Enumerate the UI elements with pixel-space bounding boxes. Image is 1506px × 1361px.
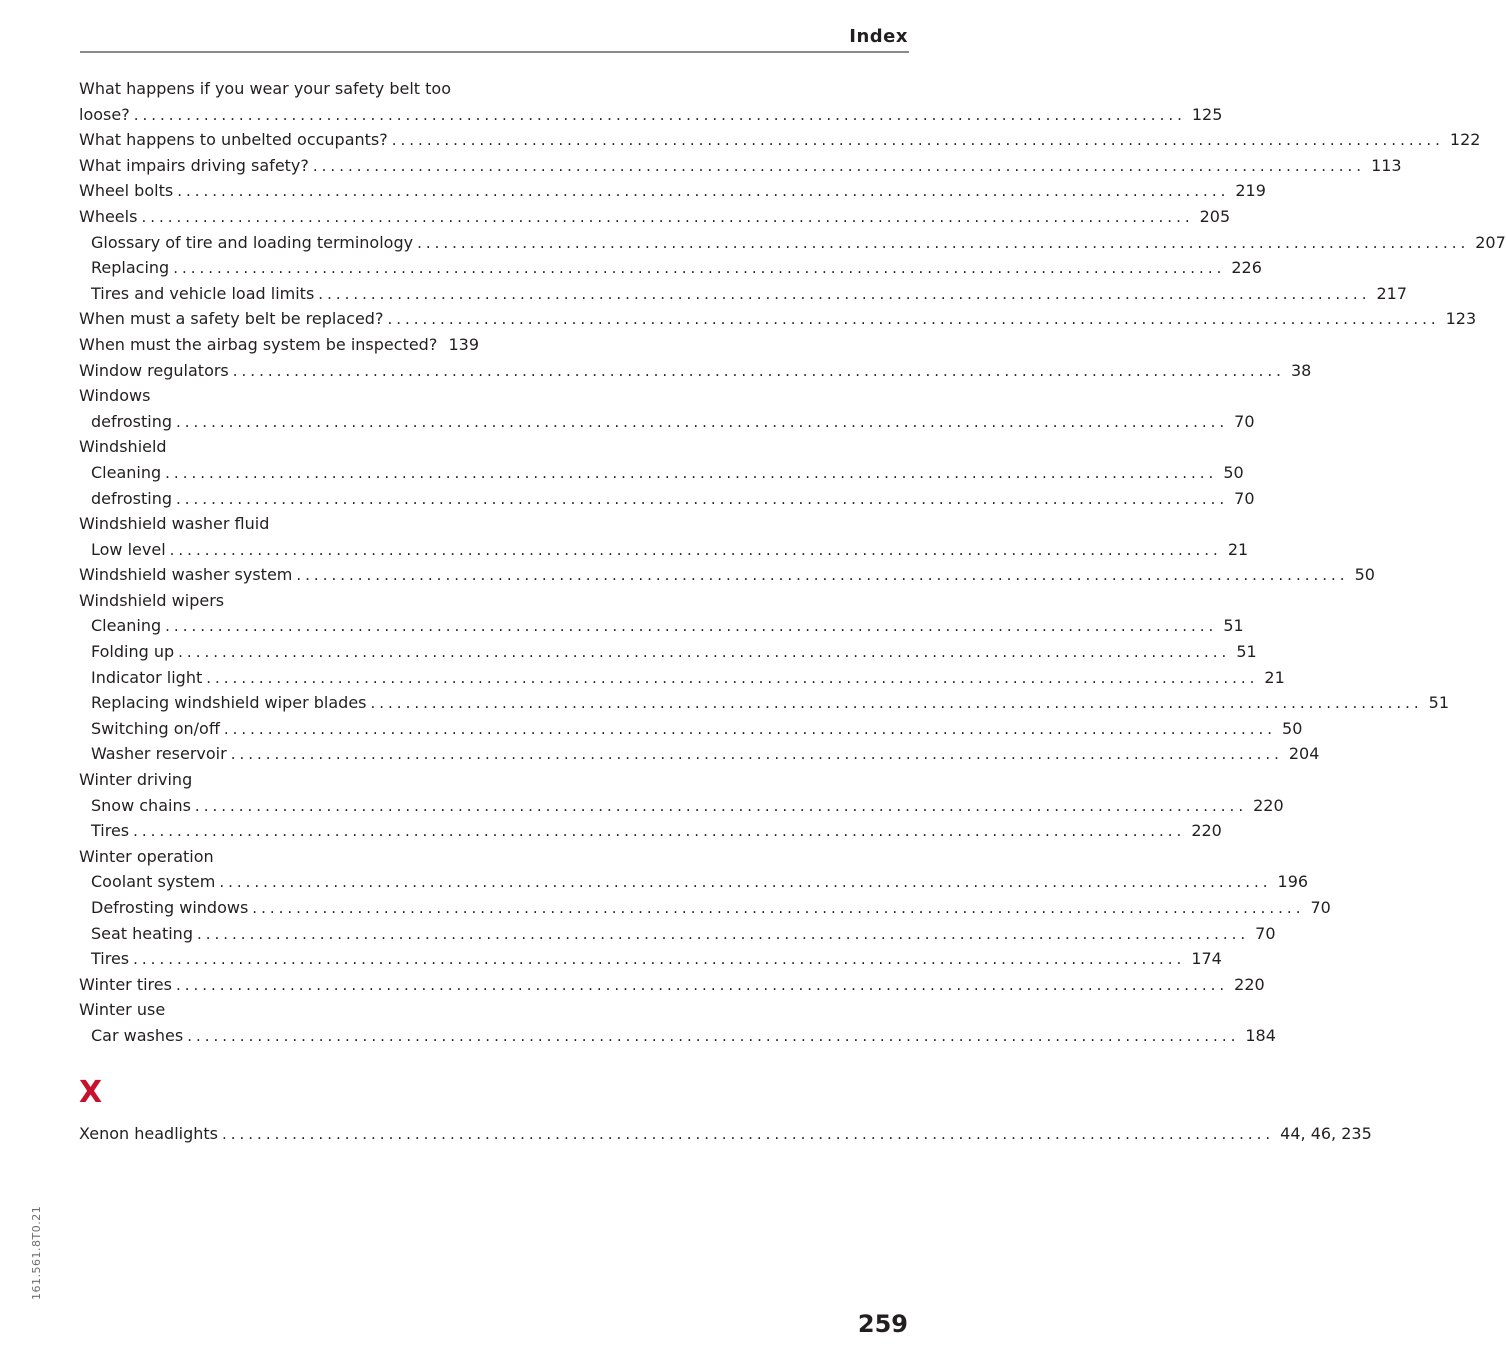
entry-label: Cleaning	[91, 462, 162, 482]
dot-leader: ........................................................................................................................	[165, 617, 1218, 636]
entry-label: Windshield wipers	[79, 590, 225, 610]
entry-label: Tires and vehicle load limits	[91, 283, 315, 303]
entry-page: 219	[1235, 181, 1266, 201]
entry-page: 220	[1191, 821, 1222, 841]
entry-label: Snow chains	[91, 795, 191, 815]
dot-leader: ........................................................................................................................	[312, 156, 1366, 175]
entry-page: 70	[1255, 923, 1276, 943]
entry-label: defrosting	[91, 488, 172, 508]
entry-label: Low level	[91, 539, 166, 559]
dot-leader: ........................................................................................................................	[206, 668, 1259, 687]
entry-page: 38	[1290, 360, 1312, 380]
entry-page: 204	[1288, 744, 1320, 764]
dot-leader: ........................................................................................................................	[232, 361, 1285, 380]
dot-leader: ........................................................................................................................	[196, 924, 1250, 943]
entry-page: 50	[1282, 718, 1303, 738]
index-entry	[79, 76, 479, 102]
entry-label: Cleaning	[91, 616, 162, 636]
dot-leader: ........................................................................................................................	[194, 796, 1248, 815]
index-subentry	[79, 793, 1284, 819]
index-entry	[79, 306, 1477, 332]
dot-leader: ........................................................................................................................	[177, 182, 1230, 201]
index-subentry	[79, 895, 1331, 921]
entry-page: 21	[1227, 539, 1249, 559]
entry-label: Wheel bolts	[79, 181, 174, 201]
entry-page: 50	[1223, 462, 1244, 482]
entry-page: 113	[1371, 155, 1402, 175]
dot-leader: ........................................................................................................................	[387, 310, 1440, 329]
dot-leader	[441, 333, 442, 359]
index-subentry	[79, 741, 1320, 767]
index-entry	[79, 767, 479, 793]
page-number: 259	[857, 1310, 908, 1338]
entry-label: Windshield washer fluid	[79, 514, 270, 534]
dot-leader: ........................................................................................................................	[370, 694, 1423, 713]
entry-page: 196	[1277, 872, 1309, 892]
entry-page: 51	[1223, 616, 1244, 636]
dot-leader: ........................................................................................................................	[223, 719, 1277, 738]
entry-label: Coolant system	[91, 872, 216, 892]
entry-page: 205	[1199, 206, 1231, 226]
dot-leader: ........................................................................................................................	[219, 873, 1272, 892]
entry-label: Washer reservoir	[91, 744, 227, 764]
dot-leader: ........................................................................................................................	[141, 207, 1194, 226]
index-column	[79, 76, 1506, 1146]
index-subentry	[79, 613, 1244, 639]
entry-page: 207	[1475, 232, 1506, 252]
entry-page: 70	[1310, 898, 1331, 917]
dot-leader: ........................................................................................................................	[296, 566, 1349, 585]
entry-page: 123	[1445, 309, 1477, 329]
index-subentry	[79, 869, 1309, 895]
dot-leader: ........................................................................................................................	[133, 822, 1186, 841]
entry-label: Windows	[79, 386, 151, 406]
letter-heading: X	[79, 1074, 103, 1110]
index-entry	[79, 562, 1375, 588]
index-entry	[79, 844, 479, 870]
index-subentry	[79, 409, 1255, 435]
entry-label: defrosting	[91, 411, 172, 431]
entry-label: Window regulators	[79, 360, 229, 380]
dot-leader: ........................................................................................................................	[176, 412, 1229, 431]
entry-label: Replacing	[91, 258, 170, 278]
index-entry	[79, 972, 1265, 998]
entry-page: 174	[1191, 949, 1222, 969]
entry-label: Xenon headlights	[79, 1123, 218, 1143]
index-entry	[79, 204, 1231, 230]
entry-label: Windshield washer system	[79, 565, 293, 585]
entry-page: 51	[1236, 642, 1257, 662]
dot-leader: ........................................................................................................................	[173, 259, 1226, 278]
entry-page: 125	[1191, 104, 1223, 124]
entry-label: Tires	[91, 949, 130, 969]
entry-page: 122	[1449, 130, 1481, 150]
entry-label: Replacing windshield wiper blades	[91, 693, 367, 713]
entry-page: 21	[1264, 667, 1285, 687]
dot-leader: ........................................................................................................................	[133, 950, 1186, 969]
entry-label: Windshield	[79, 437, 167, 457]
entry-label: loose?	[79, 104, 130, 124]
index-entry	[79, 332, 479, 358]
entry-page: 70	[1234, 488, 1255, 508]
dot-leader: ........................................................................................................................	[165, 463, 1218, 482]
entry-label: What happens if you wear your safety belt too	[79, 79, 451, 98]
index-subentry	[79, 946, 1222, 972]
section-header: Index	[849, 26, 908, 47]
entry-label: Folding up	[91, 642, 175, 662]
entry-page: 226	[1231, 258, 1262, 278]
entry-page: 50	[1354, 565, 1375, 585]
entry-label: What happens to unbelted occupants?	[79, 130, 388, 150]
index-subentry	[79, 1023, 1276, 1049]
index-subentry	[79, 486, 1255, 512]
index-subentry	[79, 665, 1285, 691]
entry-label: Winter use	[79, 1000, 166, 1020]
dot-leader: ........................................................................................................................	[252, 899, 1305, 917]
index-entry	[79, 1121, 1372, 1147]
entry-page: 139	[448, 334, 479, 354]
letter-section-x	[79, 1071, 1372, 1147]
index-entry	[79, 588, 479, 614]
dot-leader: ........................................................................................................................	[175, 975, 1229, 994]
entry-label: Switching on/off	[91, 718, 220, 738]
entry-page: 217	[1376, 283, 1408, 303]
dot-leader: ........................................................................................................................	[318, 284, 1371, 303]
entry-label: Tires	[91, 821, 130, 841]
index-subentry	[79, 230, 1506, 256]
dot-leader: ........................................................................................................................	[391, 131, 1444, 150]
entry-label: Winter tires	[79, 974, 172, 994]
entry-label: Winter driving	[79, 770, 193, 790]
entry-label: Defrosting windows	[91, 898, 249, 917]
document-code: 161.561.8T0.21	[30, 1205, 43, 1300]
entry-page: 44, 46, 235	[1280, 1123, 1372, 1143]
dot-leader: ........................................................................................................................	[133, 105, 1186, 124]
index-subentry	[79, 690, 1450, 716]
index-subentry	[79, 281, 1408, 307]
entry-page: 220	[1253, 795, 1284, 815]
index-entry	[79, 997, 479, 1023]
entry-label: Car washes	[91, 1025, 184, 1045]
index-subentry	[79, 716, 1303, 742]
dot-leader: ........................................................................................................................	[221, 1124, 1275, 1143]
entry-page: 220	[1234, 974, 1265, 994]
dot-leader: ........................................................................................................................	[187, 1026, 1240, 1045]
dot-leader: ........................................................................................................................	[169, 540, 1222, 559]
index-entry	[79, 153, 1402, 179]
dot-leader: ........................................................................................................................	[417, 233, 1470, 252]
index-subentry	[79, 537, 1249, 563]
entry-page: 51	[1428, 693, 1450, 713]
index-subentry	[79, 639, 1257, 665]
entry-page: 184	[1245, 1025, 1276, 1045]
index-subentry	[79, 460, 1244, 486]
index-subentry	[79, 255, 1262, 281]
entry-label: When must a safety belt be replaced?	[79, 309, 384, 329]
entry-label: What impairs driving safety?	[79, 155, 309, 175]
index-entry	[79, 358, 1312, 384]
index-entry	[79, 102, 1223, 128]
entry-label: When must the airbag system be inspected?	[79, 334, 438, 354]
dot-leader: ........................................................................................................................	[230, 745, 1283, 764]
index-entry	[79, 127, 1481, 153]
index-subentry	[79, 921, 1276, 947]
entry-page: 70	[1234, 411, 1255, 431]
entry-label: Winter operation	[79, 846, 214, 866]
entry-label: Wheels	[79, 206, 138, 226]
entry-label: Seat heating	[91, 923, 193, 943]
entry-label: Indicator light	[91, 667, 203, 687]
entry-label: Glossary of tire and loading terminology	[91, 232, 414, 252]
header-rule	[80, 51, 909, 53]
index-entry	[79, 178, 1266, 204]
index-entry	[79, 511, 479, 537]
dot-leader: ........................................................................................................................	[178, 643, 1231, 662]
dot-leader: ........................................................................................................................	[176, 489, 1229, 508]
index-subentry	[79, 818, 1222, 844]
index-entry	[79, 434, 479, 460]
index-entry	[79, 383, 479, 409]
